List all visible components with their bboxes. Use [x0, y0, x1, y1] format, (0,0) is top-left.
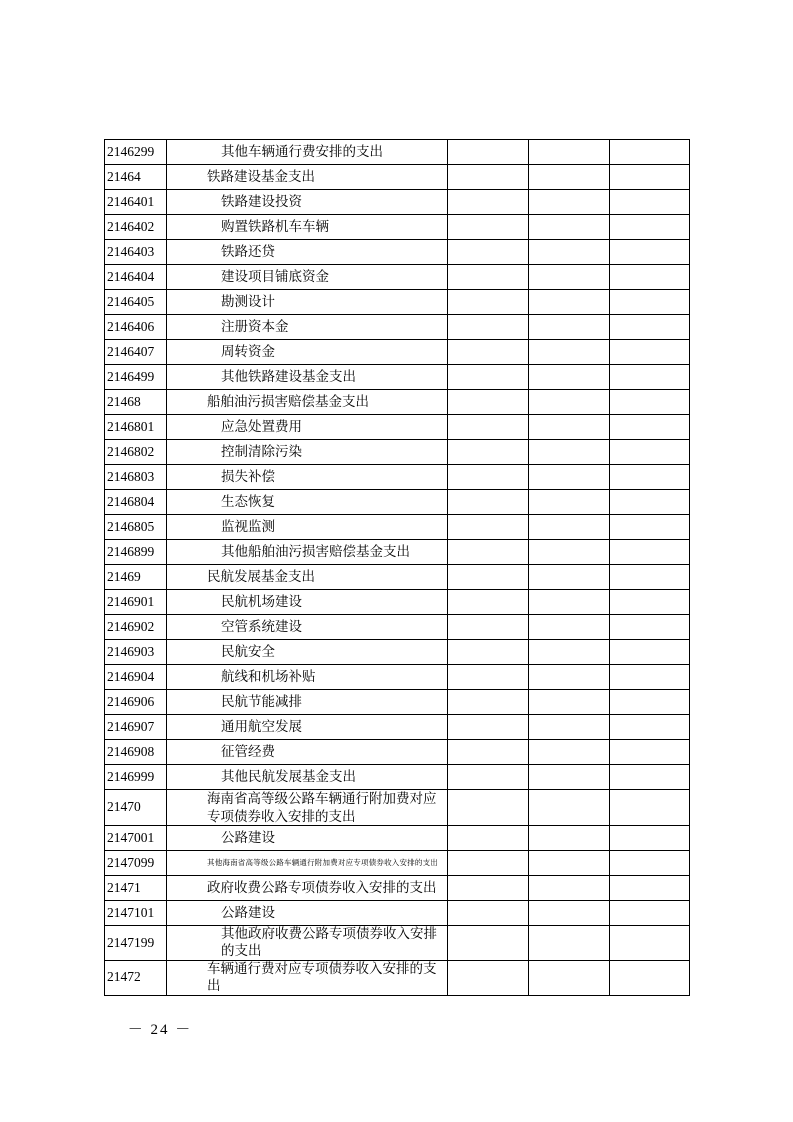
row-value-3: [610, 851, 690, 876]
row-name-text: 其他政府收费公路专项债券收入安排的支出: [221, 926, 437, 958]
row-value-2: [529, 665, 610, 690]
row-name-text: 通用航空发展: [221, 718, 302, 734]
row-value-2: [529, 876, 610, 901]
row-name-text: 征管经费: [221, 743, 275, 759]
row-value-2: [529, 565, 610, 590]
row-value-1: [448, 165, 529, 190]
row-value-3: [610, 540, 690, 565]
row-value-1: [448, 590, 529, 615]
row-value-2: [529, 390, 610, 415]
row-code: 2146803: [105, 465, 167, 490]
row-value-3: [610, 740, 690, 765]
row-value-2: [529, 415, 610, 440]
row-name-text: 其他海南省高等级公路车辆通行附加费对应专项债券收入安排的支出: [207, 858, 438, 868]
row-value-2: [529, 215, 610, 240]
row-value-2: [529, 490, 610, 515]
row-name: [167, 960, 448, 995]
row-code: 21468: [105, 390, 167, 415]
row-name-text: 船舶油污损害赔偿基金支出: [207, 393, 369, 409]
row-value-2: [529, 640, 610, 665]
row-name: [167, 190, 448, 215]
table-row: [105, 440, 690, 465]
row-value-1: [448, 926, 529, 961]
row-name-text: 铁路建设基金支出: [207, 168, 315, 184]
row-code: 21471: [105, 876, 167, 901]
row-name: [167, 740, 448, 765]
row-name: [167, 290, 448, 315]
row-value-2: [529, 740, 610, 765]
row-name: [167, 165, 448, 190]
row-code: 21464: [105, 165, 167, 190]
table-row: [105, 465, 690, 490]
table-row: [105, 615, 690, 640]
row-value-3: [610, 190, 690, 215]
row-name: [167, 615, 448, 640]
row-value-2: [529, 465, 610, 490]
row-value-3: [610, 165, 690, 190]
row-name: [167, 665, 448, 690]
row-name: [167, 415, 448, 440]
table-row: [105, 715, 690, 740]
row-value-1: [448, 290, 529, 315]
row-name-text: 政府收费公路专项债券收入安排的支出: [207, 879, 437, 895]
row-value-3: [610, 826, 690, 851]
row-name: [167, 926, 448, 961]
row-name: [167, 565, 448, 590]
row-name-text: 航线和机场补贴: [221, 668, 316, 684]
table-row: [105, 190, 690, 215]
row-name: [167, 851, 448, 876]
row-name-text: 购置铁路机车车辆: [221, 218, 329, 234]
row-code: 2146407: [105, 340, 167, 365]
row-name-text: 周转资金: [221, 343, 275, 359]
row-name: [167, 715, 448, 740]
row-value-2: [529, 240, 610, 265]
table-row: [105, 765, 690, 790]
row-value-1: [448, 826, 529, 851]
table-row: [105, 876, 690, 901]
row-value-2: [529, 315, 610, 340]
table-row: [105, 240, 690, 265]
row-value-1: [448, 565, 529, 590]
row-name: [167, 315, 448, 340]
row-name: [167, 365, 448, 390]
row-code: 2146405: [105, 290, 167, 315]
row-value-3: [610, 665, 690, 690]
row-name: [167, 265, 448, 290]
row-name-text: 其他民航发展基金支出: [221, 768, 356, 784]
row-code: 2147101: [105, 901, 167, 926]
row-value-2: [529, 851, 610, 876]
row-code: 2146401: [105, 190, 167, 215]
row-name: [167, 440, 448, 465]
row-code: 2147099: [105, 851, 167, 876]
table-row: [105, 340, 690, 365]
row-value-1: [448, 490, 529, 515]
row-name: [167, 590, 448, 615]
row-value-2: [529, 715, 610, 740]
table-row: [105, 290, 690, 315]
row-value-1: [448, 190, 529, 215]
row-value-1: [448, 960, 529, 995]
row-value-3: [610, 265, 690, 290]
row-value-1: [448, 765, 529, 790]
row-value-3: [610, 515, 690, 540]
row-value-3: [610, 765, 690, 790]
row-value-3: [610, 315, 690, 340]
row-value-3: [610, 440, 690, 465]
table-row: [105, 851, 690, 876]
table-row: [105, 590, 690, 615]
row-code: 2146903: [105, 640, 167, 665]
row-value-2: [529, 165, 610, 190]
row-name: [167, 515, 448, 540]
row-value-2: [529, 540, 610, 565]
row-code: 2146801: [105, 415, 167, 440]
row-value-3: [610, 790, 690, 826]
row-value-2: [529, 365, 610, 390]
row-code: 2146907: [105, 715, 167, 740]
row-value-1: [448, 390, 529, 415]
row-value-2: [529, 290, 610, 315]
row-value-1: [448, 140, 529, 165]
row-name-text: 其他铁路建设基金支出: [221, 368, 356, 384]
table-row: [105, 901, 690, 926]
row-name: [167, 140, 448, 165]
row-code: 2146404: [105, 265, 167, 290]
row-name: [167, 490, 448, 515]
row-value-2: [529, 901, 610, 926]
table-row: [105, 140, 690, 165]
row-name-text: 生态恢复: [221, 493, 275, 509]
row-name: [167, 876, 448, 901]
row-value-1: [448, 515, 529, 540]
row-value-2: [529, 140, 610, 165]
row-name-text: 勘测设计: [221, 293, 275, 309]
row-name-text: 民航机场建设: [221, 593, 302, 609]
row-value-1: [448, 740, 529, 765]
row-value-2: [529, 765, 610, 790]
row-value-1: [448, 540, 529, 565]
row-code: 2146904: [105, 665, 167, 690]
row-code: 2146902: [105, 615, 167, 640]
row-value-2: [529, 340, 610, 365]
row-value-3: [610, 690, 690, 715]
row-name: [167, 340, 448, 365]
row-value-1: [448, 315, 529, 340]
table-row: [105, 365, 690, 390]
row-value-1: [448, 240, 529, 265]
row-value-3: [610, 140, 690, 165]
row-value-1: [448, 215, 529, 240]
page-number: － 24 －: [127, 1022, 193, 1038]
row-value-3: [610, 415, 690, 440]
row-name-text: 建设项目铺底资金: [221, 268, 329, 284]
row-value-1: [448, 265, 529, 290]
row-code: 2146406: [105, 315, 167, 340]
row-name-text: 公路建设: [221, 904, 275, 920]
row-name: [167, 765, 448, 790]
row-value-3: [610, 490, 690, 515]
budget-table-container: [104, 139, 689, 996]
budget-table-body: [105, 140, 690, 996]
row-code: 2146804: [105, 490, 167, 515]
table-row: [105, 665, 690, 690]
row-code: 2146899: [105, 540, 167, 565]
row-name: [167, 640, 448, 665]
row-name: [167, 465, 448, 490]
table-row: [105, 565, 690, 590]
row-name: [167, 790, 448, 826]
row-value-1: [448, 790, 529, 826]
row-value-1: [448, 640, 529, 665]
row-value-1: [448, 715, 529, 740]
row-name-text: 铁路还贷: [221, 243, 275, 259]
row-name-text: 民航安全: [221, 643, 275, 659]
row-name-text: 民航发展基金支出: [207, 568, 315, 584]
row-value-3: [610, 465, 690, 490]
row-name-text: 其他车辆通行费安排的支出: [221, 143, 383, 159]
table-row: [105, 165, 690, 190]
row-value-1: [448, 615, 529, 640]
row-code: 2147001: [105, 826, 167, 851]
row-value-3: [610, 365, 690, 390]
table-row: [105, 960, 690, 995]
row-value-1: [448, 365, 529, 390]
row-name-text: 损失补偿: [221, 468, 275, 484]
table-row: [105, 690, 690, 715]
row-value-2: [529, 515, 610, 540]
row-code: 2146299: [105, 140, 167, 165]
row-name-text: 铁路建设投资: [221, 193, 302, 209]
row-value-3: [610, 340, 690, 365]
row-name: [167, 540, 448, 565]
row-code: 2146499: [105, 365, 167, 390]
row-name-text: 公路建设: [221, 829, 275, 845]
row-value-3: [610, 901, 690, 926]
row-name-text: 监视监测: [221, 518, 275, 534]
table-row: [105, 826, 690, 851]
table-row: [105, 926, 690, 961]
row-value-3: [610, 615, 690, 640]
row-value-3: [610, 715, 690, 740]
row-value-2: [529, 926, 610, 961]
row-code: 21469: [105, 565, 167, 590]
row-value-1: [448, 665, 529, 690]
row-name-text: 注册资本金: [221, 318, 289, 334]
row-value-3: [610, 640, 690, 665]
row-name-text: 应急处置费用: [221, 418, 302, 434]
row-name-text: 控制清除污染: [221, 443, 302, 459]
table-row: [105, 540, 690, 565]
row-value-3: [610, 390, 690, 415]
row-name: [167, 215, 448, 240]
row-name-text: 空管系统建设: [221, 618, 302, 634]
budget-table: [104, 139, 690, 996]
row-code: 2146906: [105, 690, 167, 715]
row-value-2: [529, 440, 610, 465]
table-row: [105, 790, 690, 826]
row-value-2: [529, 190, 610, 215]
row-value-2: [529, 615, 610, 640]
row-value-3: [610, 240, 690, 265]
table-row: [105, 215, 690, 240]
row-value-3: [610, 215, 690, 240]
table-row: [105, 515, 690, 540]
row-value-1: [448, 876, 529, 901]
row-value-2: [529, 690, 610, 715]
row-value-3: [610, 590, 690, 615]
table-row: [105, 415, 690, 440]
row-name-text: 车辆通行费对应专项债券收入安排的支出: [207, 960, 437, 993]
row-value-1: [448, 851, 529, 876]
row-name: [167, 240, 448, 265]
row-name: [167, 690, 448, 715]
row-value-2: [529, 590, 610, 615]
row-value-1: [448, 340, 529, 365]
table-row: [105, 315, 690, 340]
table-row: [105, 640, 690, 665]
table-row: [105, 490, 690, 515]
row-code: 21472: [105, 960, 167, 995]
row-value-3: [610, 960, 690, 995]
row-code: 2146403: [105, 240, 167, 265]
row-value-2: [529, 960, 610, 995]
row-value-3: [610, 290, 690, 315]
row-name: [167, 826, 448, 851]
table-row: [105, 390, 690, 415]
row-value-1: [448, 465, 529, 490]
row-name: [167, 390, 448, 415]
row-code: 2146805: [105, 515, 167, 540]
row-code: 2147199: [105, 926, 167, 961]
row-name-text: 其他船舶油污损害赔偿基金支出: [221, 543, 410, 559]
row-code: 2146908: [105, 740, 167, 765]
row-code: 2146901: [105, 590, 167, 615]
row-value-2: [529, 790, 610, 826]
row-name: [167, 901, 448, 926]
row-name-text: 民航节能减排: [221, 693, 302, 709]
row-value-3: [610, 876, 690, 901]
row-value-2: [529, 265, 610, 290]
row-code: 2146999: [105, 765, 167, 790]
table-row: [105, 265, 690, 290]
row-value-1: [448, 901, 529, 926]
row-code: 2146802: [105, 440, 167, 465]
row-name-text: 海南省高等级公路车辆通行附加费对应专项债券收入安排的支出: [207, 791, 437, 824]
row-value-3: [610, 926, 690, 961]
row-value-2: [529, 826, 610, 851]
row-value-3: [610, 565, 690, 590]
row-code: 21470: [105, 790, 167, 826]
row-value-1: [448, 690, 529, 715]
row-value-1: [448, 440, 529, 465]
row-code: 2146402: [105, 215, 167, 240]
table-row: [105, 740, 690, 765]
row-value-1: [448, 415, 529, 440]
